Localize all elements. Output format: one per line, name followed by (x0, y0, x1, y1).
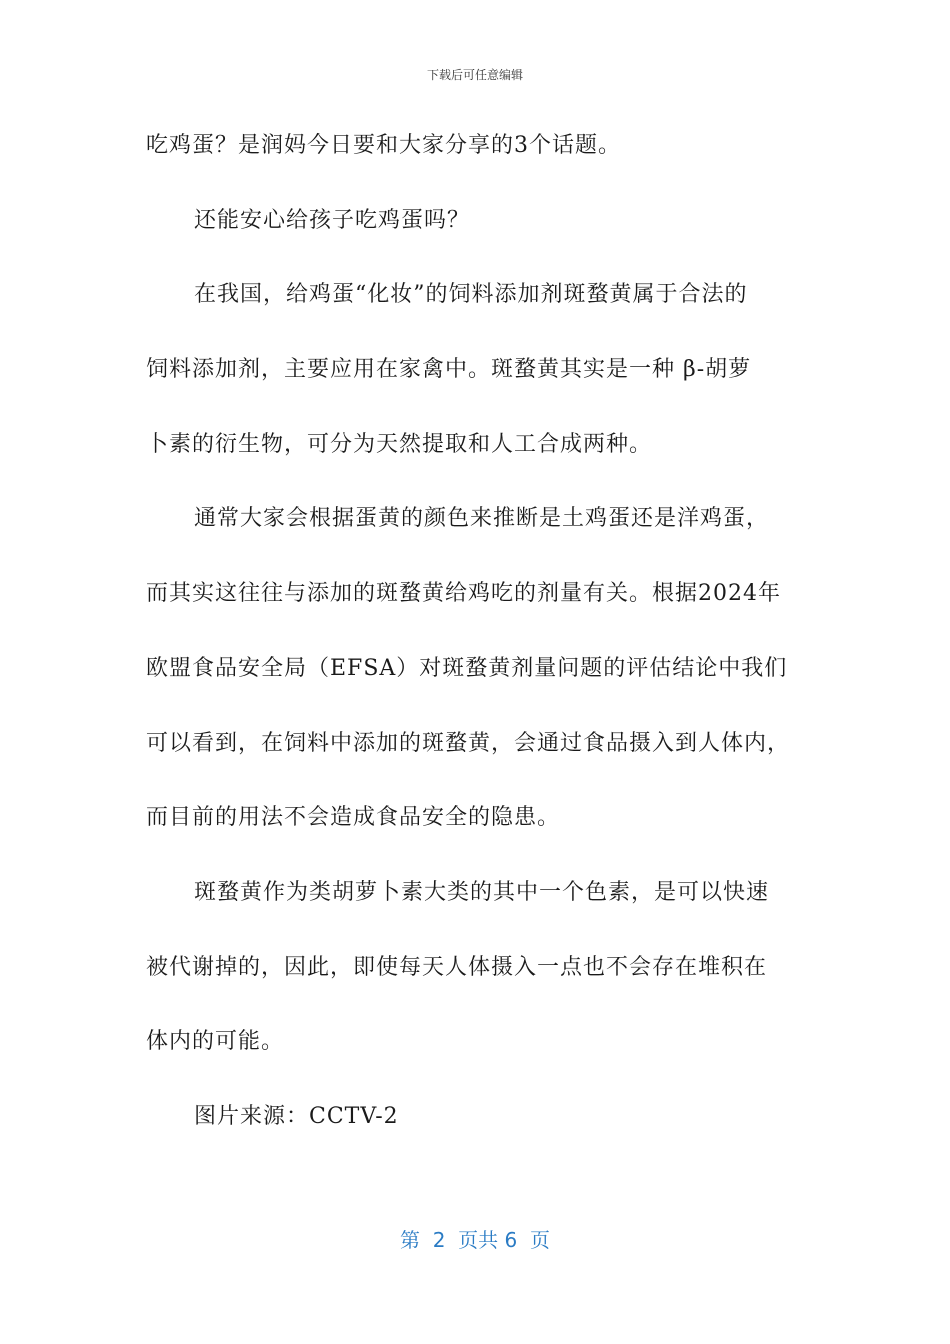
text-line: 而其实这往往与添加的斑蝥黄给鸡吃的剂量有关。根据2024年 (146, 581, 781, 607)
text-line: 可以看到，在饲料中添加的斑蝥黄，会通过食品摄入到人体内， (146, 730, 791, 756)
text-line: 还能安心给孩子吃鸡蛋吗？ (194, 207, 471, 233)
text-line: 被代谢掉的，因此，即使每天人体摄入一点也不会存在堆积在 (146, 954, 768, 980)
text-line: 吃鸡蛋？是润妈今日要和大家分享的3个话题。 (146, 133, 621, 158)
text-line: 通常大家会根据蛋黄的颜色来推断是土鸡蛋还是洋鸡蛋， (194, 506, 770, 532)
text-line: 而目前的用法不会造成食品安全的隐患。 (146, 805, 561, 831)
text-line: 体内的可能。 (146, 1029, 285, 1055)
document-body (146, 127, 806, 1173)
header-note: 下载后可任意编辑 (426, 68, 523, 82)
page-number-footer: 第 2 页共 6 页 (400, 1228, 550, 1252)
text-line: 欧盟食品安全局（EFSA）对斑蝥黄剂量问题的评估结论中我们 (146, 655, 788, 681)
text-line: 饲料添加剂，主要应用在家禽中。斑蝥黄其实是一种 β-胡萝 (146, 357, 752, 383)
image-source-line: 图片来源：CCTV-2 (194, 1103, 399, 1129)
text-line: 斑蝥黄作为类胡萝卜素大类的其中一个色素，是可以快速 (194, 879, 770, 905)
text-line: 在我国，给鸡蛋“化妆”的饲料添加剂斑蝥黄属于合法的 (194, 282, 748, 308)
text-line: 卜素的衍生物，可分为天然提取和人工合成两种。 (146, 431, 653, 457)
